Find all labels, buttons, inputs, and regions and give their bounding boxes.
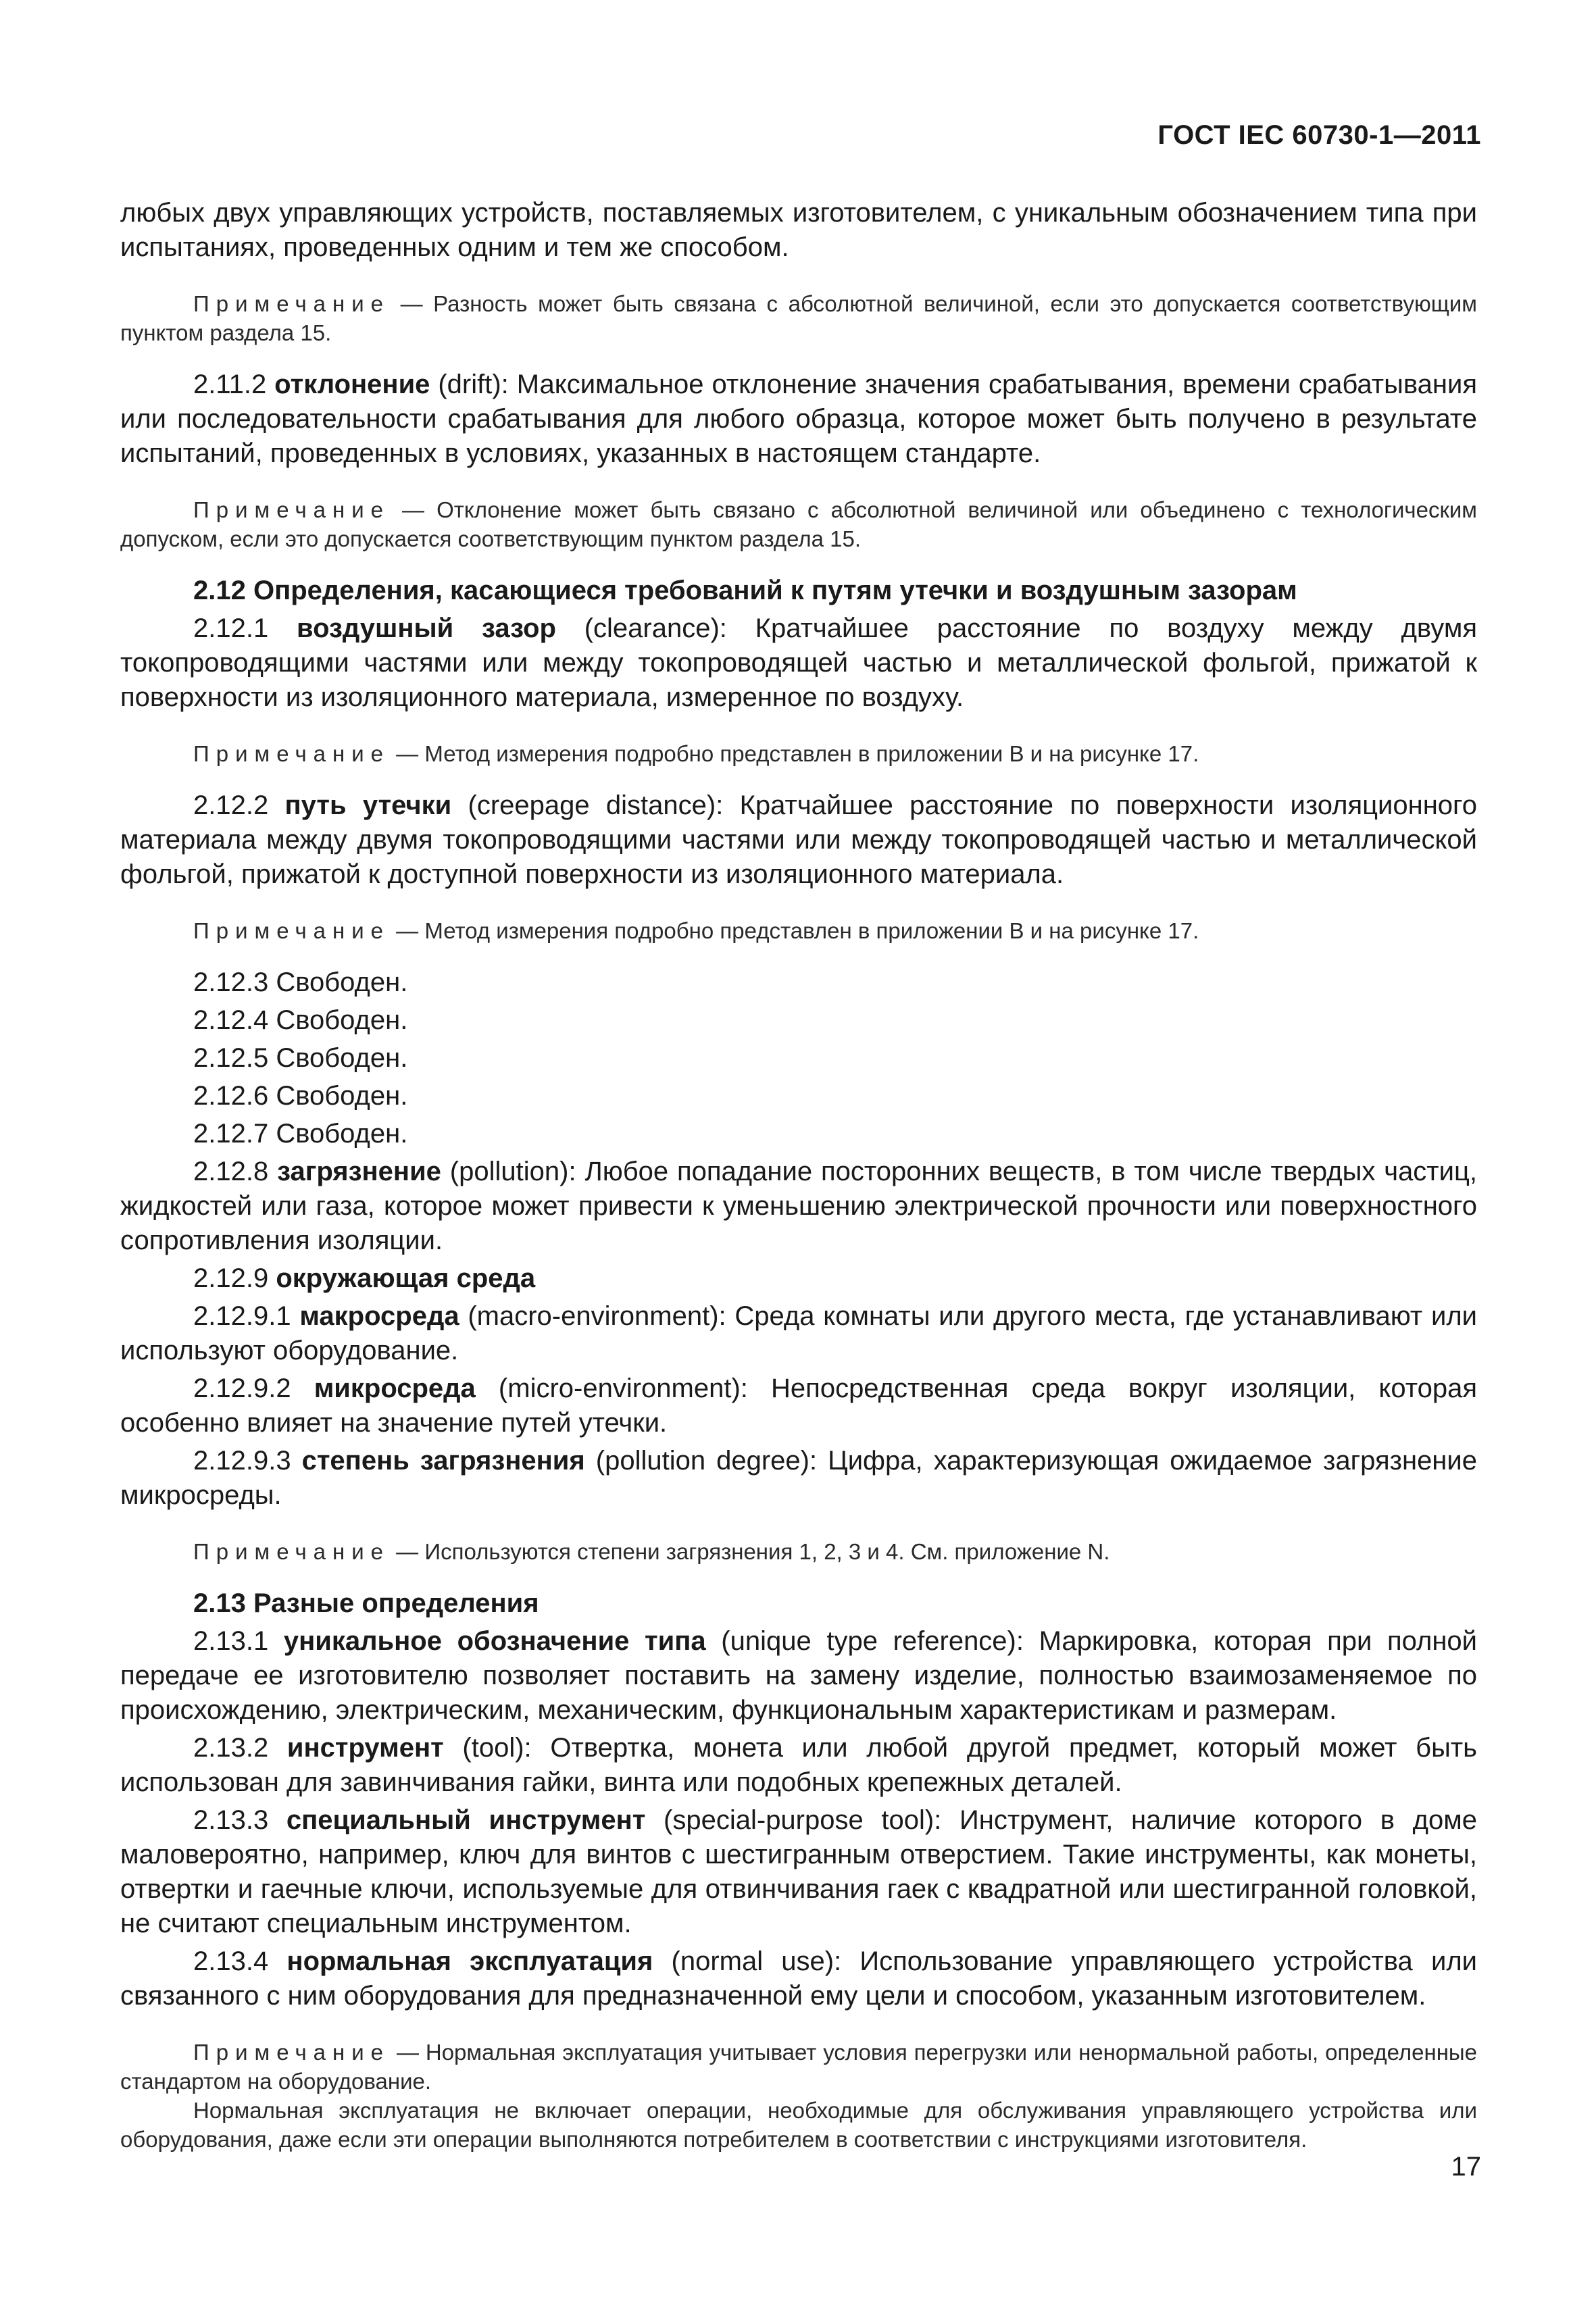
- note-2-13-4-continuation: Нормальная эксплуатация не включает операции, необходимые для обслуживания управляющего устройства или оборудования, даже если эти операции выполняются потребителем в соответствии с инструкциями изготовителя.: [120, 2098, 1477, 2152]
- term: путь утечки: [284, 790, 452, 820]
- note-label: Примечание: [193, 741, 391, 766]
- definition-text: (special-purpose tool): Инструмент, наличие которого в доме маловероятно, например, ключ для винтов с шестигранным отверстием. Такие инструменты, как монеты, отвертки и гаечные ключи, используемые для отвинчивания гаек с квадратной или шестигранной головкой, не считают специальным инструментом.: [120, 1805, 1477, 1938]
- note-2-12-1: [120, 739, 1477, 768]
- clause-number: 2.12.8: [193, 1157, 278, 1186]
- definition-2-12-9-2: [120, 1372, 1477, 1440]
- paragraph-continuation: любых двух управляющих устройств, поставляемых изготовителем, с уникальным обозначением типа при испытаниях, проведенных одним и тем же способом.: [120, 198, 1477, 262]
- clause-2-12-5-free: 2.12.5 Свободен.: [193, 1043, 408, 1073]
- definition-2-12-9-3: [120, 1444, 1477, 1513]
- standard-header: ГОСТ IEC 60730-1—2011: [1157, 120, 1481, 150]
- definition-2-11-2: [120, 368, 1477, 471]
- note-text: — Отклонение может быть связано с абсолютной величиной или объединено с технологическим допуском, если это допускается соответствующим пунктом раздела 15.: [120, 497, 1477, 551]
- term: воздушный зазор: [297, 613, 556, 643]
- definition-text: (normal use): Использование управляющего устройства или связанного с ним оборудования для предназначенной ему цели и способом, указанным изготовителем.: [120, 1946, 1478, 2011]
- note-2-11-1: [120, 289, 1477, 347]
- definition-2-12-2: [120, 788, 1477, 892]
- definition-2-13-1: [120, 1624, 1477, 1728]
- term: нормальная эксплуатация: [286, 1946, 653, 1976]
- definition-text: (clearance): Кратчайшее расстояние по воздуху между двумя токопроводящими частями или между токопроводящей частью и металлической фольгой, прижатой к поверхности из изоляционного материала, измеренное по воздуху.: [120, 613, 1477, 712]
- definition-2-12-9-1: [120, 1299, 1477, 1368]
- definition-text: (tool): Отвертка, монета или любой другой предмет, который может быть использован для завинчивания гайки, винта или подобных крепежных деталей.: [120, 1733, 1477, 1797]
- note-text: — Используются степени загрязнения 1, 2, 3 и 4. См. приложение N.: [390, 1539, 1110, 1564]
- clause-2-12-6-free: 2.12.6 Свободен.: [193, 1081, 408, 1111]
- clause-number: 2.13.4: [193, 1946, 287, 1976]
- note-text: — Нормальная эксплуатация учитывает условия перегрузки или ненормальной работы, определенные стандартом на оборудование.: [120, 2040, 1477, 2094]
- definition-text: (micro-environment): Непосредственная среда вокруг изоляции, которая особенно влияет на значение путей утечки.: [120, 1374, 1478, 1438]
- term: специальный инструмент: [286, 1805, 646, 1835]
- term: уникальное обозначение типа: [283, 1626, 706, 1656]
- term: отклонение: [274, 370, 430, 399]
- term: окружающая среда: [276, 1263, 536, 1293]
- clause-number: 2.12.2: [193, 790, 285, 820]
- clause-2-12-7-free: 2.12.7 Свободен.: [193, 1119, 408, 1149]
- note-label: Примечание: [193, 497, 391, 522]
- note-label: Примечание: [193, 2040, 391, 2065]
- term: макросреда: [299, 1301, 459, 1331]
- definition-text: (pollution degree): Цифра, характеризующая ожидаемое загрязнение микросреды.: [120, 1446, 1477, 1510]
- term: степень загрязнения: [301, 1446, 585, 1476]
- definition-text: (creepage distance): Кратчайшее расстояние по поверхности изоляционного материала между двумя токопроводящими частями или между токопроводящей частью и металлической фольгой, прижатой к доступной поверхности из изоляционного материала.: [120, 790, 1477, 889]
- term: микросреда: [314, 1374, 476, 1403]
- clause-number: 2.12.1: [193, 613, 297, 643]
- note-text: — Метод измерения подробно представлен в приложении В и на рисунке 17.: [390, 741, 1199, 766]
- note-2-12-2: [120, 916, 1477, 945]
- note-2-11-2: [120, 495, 1477, 553]
- note-2-13-4: [120, 2038, 1477, 2096]
- clause-2-12-4-free: 2.12.4 Свободен.: [193, 1005, 408, 1035]
- clause-number: 2.13.3: [193, 1805, 286, 1835]
- section-heading-2-12: 2.12 Определения, касающиеся требований к путям утечки и воздушным зазорам: [193, 576, 1297, 605]
- page-number: 17: [1451, 2152, 1481, 2182]
- note-2-12-9-3: [120, 1537, 1477, 1566]
- definition-2-13-4: [120, 1944, 1477, 2013]
- definition-text: (unique type reference): Маркировка, которая при полной передаче ее изготовителю позволяет поставить на замену изделие, полностью взаимозаменяемое по происхождению, электрическим, механическим, функциональным характеристикам и размерам.: [120, 1626, 1478, 1725]
- definition-2-12-1: [120, 611, 1477, 715]
- definition-text: (drift): Максимальное отклонение значения срабатывания, времени срабатывания или последовательности срабатывания для любого образца, которое может быть получено в результате испытаний, проведенных в условиях, указанных в настоящем стандарте.: [120, 370, 1477, 468]
- clause-number: 2.12.9.3: [193, 1446, 302, 1476]
- clause-number: 2.13.2: [193, 1733, 287, 1763]
- note-text: — Метод измерения подробно представлен в приложении В и на рисунке 17.: [390, 918, 1199, 943]
- page-content: [120, 196, 1477, 2174]
- definition-2-12-8: [120, 1155, 1477, 1258]
- term: инструмент: [286, 1733, 444, 1763]
- clause-number: 2.12.9.2: [193, 1374, 314, 1403]
- definition-2-13-3: [120, 1803, 1477, 1941]
- note-label: Примечание: [193, 291, 391, 316]
- term: загрязнение: [277, 1157, 441, 1186]
- definition-2-12-9: [120, 1261, 1477, 1296]
- note-text: — Разность может быть связана с абсолютной величиной, если это допускается соответствующим пунктом раздела 15.: [120, 291, 1477, 345]
- clause-number: 2.12.9.1: [193, 1301, 300, 1331]
- section-heading-2-13: 2.13 Разные определения: [193, 1588, 539, 1618]
- clause-number: 2.12.9: [193, 1263, 276, 1293]
- clause-2-12-3-free: 2.12.3 Свободен.: [193, 967, 408, 997]
- note-label: Примечание: [193, 918, 391, 943]
- clause-number: 2.11.2: [193, 370, 275, 399]
- definition-text: (pollution): Любое попадание посторонних веществ, в том числе твердых частиц, жидкостей или газа, которое может привести к уменьшению электрической прочности или поверхностного сопротивления изоляции.: [120, 1157, 1477, 1255]
- definition-text: (macro-environment): Среда комнаты или другого места, где устанавливают или используют оборудование.: [120, 1301, 1478, 1365]
- note-label: Примечание: [193, 1539, 391, 1564]
- clause-number: 2.13.1: [193, 1626, 284, 1656]
- definition-2-13-2: [120, 1731, 1477, 1800]
